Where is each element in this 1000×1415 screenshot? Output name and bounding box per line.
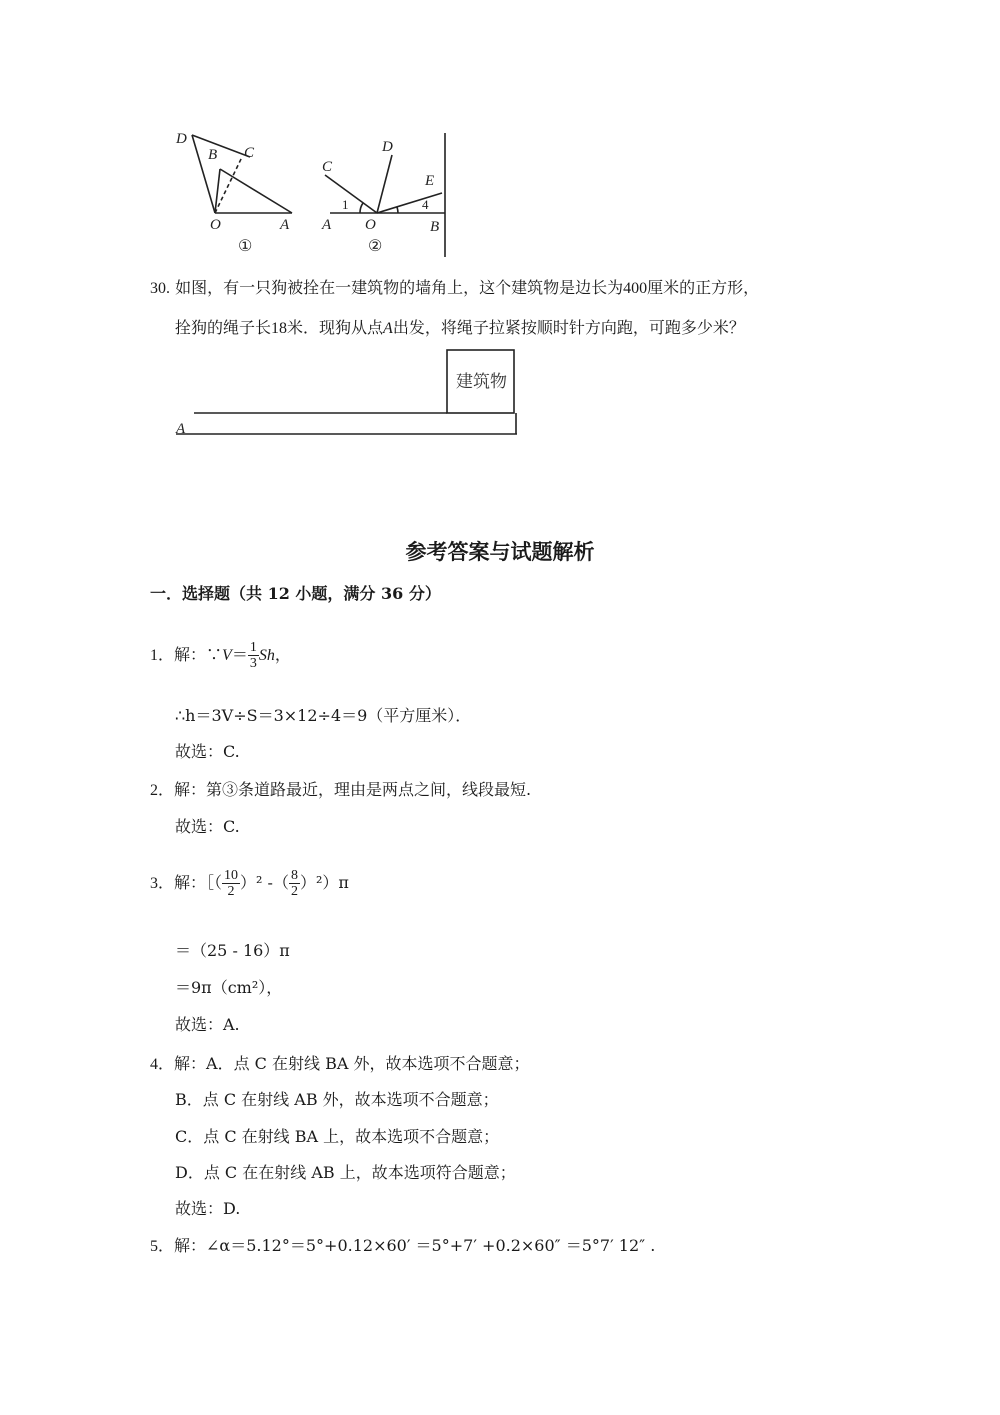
label-D: D — [176, 131, 187, 147]
answer-3-line2: ＝（25 - 16）π — [175, 941, 290, 960]
answer-5-line1: 5．解：∠α＝5.12°＝5°+0.12×60′ ＝5°+7′ +0.2×60″ ＝5°7′ 12″ . — [150, 1236, 656, 1255]
answer-4-line4: D．点 C 在在射线 AB 上，故本选项符合题意； — [175, 1163, 516, 1182]
angle-arc-1 — [360, 203, 363, 213]
label-B2: B — [430, 219, 440, 235]
fraction-8-over-2: $\frac{8}{2}$ — [290, 868, 298, 899]
label-B: B — [208, 147, 218, 163]
label-E: E — [425, 173, 435, 189]
answer-1-line2: ∴h＝3V÷S＝3×12÷4＝9（平方厘米）． — [175, 706, 472, 725]
figure-29-1 — [192, 135, 292, 213]
label-C2: C — [322, 159, 333, 175]
fraction-one-third: $\frac{1}{3}$ — [249, 640, 257, 671]
figure-caption-1: ① — [238, 238, 253, 255]
label-O2: O — [365, 217, 376, 233]
answer-1-line3: 故选：C. — [175, 742, 240, 761]
fraction-10-over-2: $\frac{10}{2}$ — [224, 868, 239, 899]
q30-number: 30. — [150, 280, 170, 297]
ray-OE — [377, 193, 442, 213]
point-A-label: A — [176, 421, 186, 437]
ray-OC — [325, 175, 377, 213]
angle-label-1: 1 — [342, 197, 349, 212]
label-D2: D — [382, 139, 393, 155]
ray-OD — [377, 155, 392, 213]
line-BA — [220, 169, 292, 213]
answer-2-line2: 故选：C. — [175, 817, 240, 836]
figure-30 — [172, 347, 522, 439]
building-label: 建筑物 — [456, 372, 507, 392]
angle-arc-4 — [397, 207, 398, 213]
answer-4-line1: 4．解：A．点 C 在射线 BA 外，故本选项不合题意； — [150, 1054, 530, 1073]
label-O: O — [210, 217, 221, 233]
answer-3-line4: 故选：A. — [175, 1015, 240, 1034]
line-DC — [192, 135, 250, 157]
figure-29 — [170, 125, 460, 260]
label-C: C — [244, 145, 255, 161]
answer-1-line1: 1．解：∵V＝ $\frac{1}{3}$ Sh， — [150, 640, 291, 671]
dashed-line-OC — [215, 157, 242, 213]
answer-2-line1: 2．解：第③条道路最近，理由是两点之间，线段最短. — [150, 780, 532, 799]
label-A2: A — [322, 217, 332, 233]
q30-line1: 30. 如图，有一只狗被拴在一建筑物的墙角上，这个建筑物是边长为400厘米的正方形， — [150, 278, 760, 297]
answer-4-line2: B．点 C 在射线 AB 外，故本选项不合题意； — [175, 1090, 499, 1109]
answer-3-line3: ＝9π（cm²）， — [175, 978, 283, 997]
answers-title: 参考答案与试题解析 — [405, 539, 595, 564]
section-heading: 一．选择题（共 12 小题，满分 36 分） — [150, 584, 441, 603]
answer-4-line3: C．点 C 在射线 BA 上，故本选项不合题意； — [175, 1127, 500, 1146]
label-A: A — [280, 217, 290, 233]
figure-caption-2: ② — [368, 238, 383, 255]
q30-line2: 拴狗的绳子长18米．现狗从点A出发，将绳子拉紧按顺时针方向跑，可跑多少米？ — [175, 318, 745, 337]
answer-3-line1: 3．解：［（ $\frac{10}{2}$ ）² -（ $\frac{8}{2}$ ）²）π — [150, 868, 349, 899]
answer-4-line5: 故选：D. — [175, 1199, 241, 1218]
angle-label-4: 4 — [422, 197, 429, 212]
